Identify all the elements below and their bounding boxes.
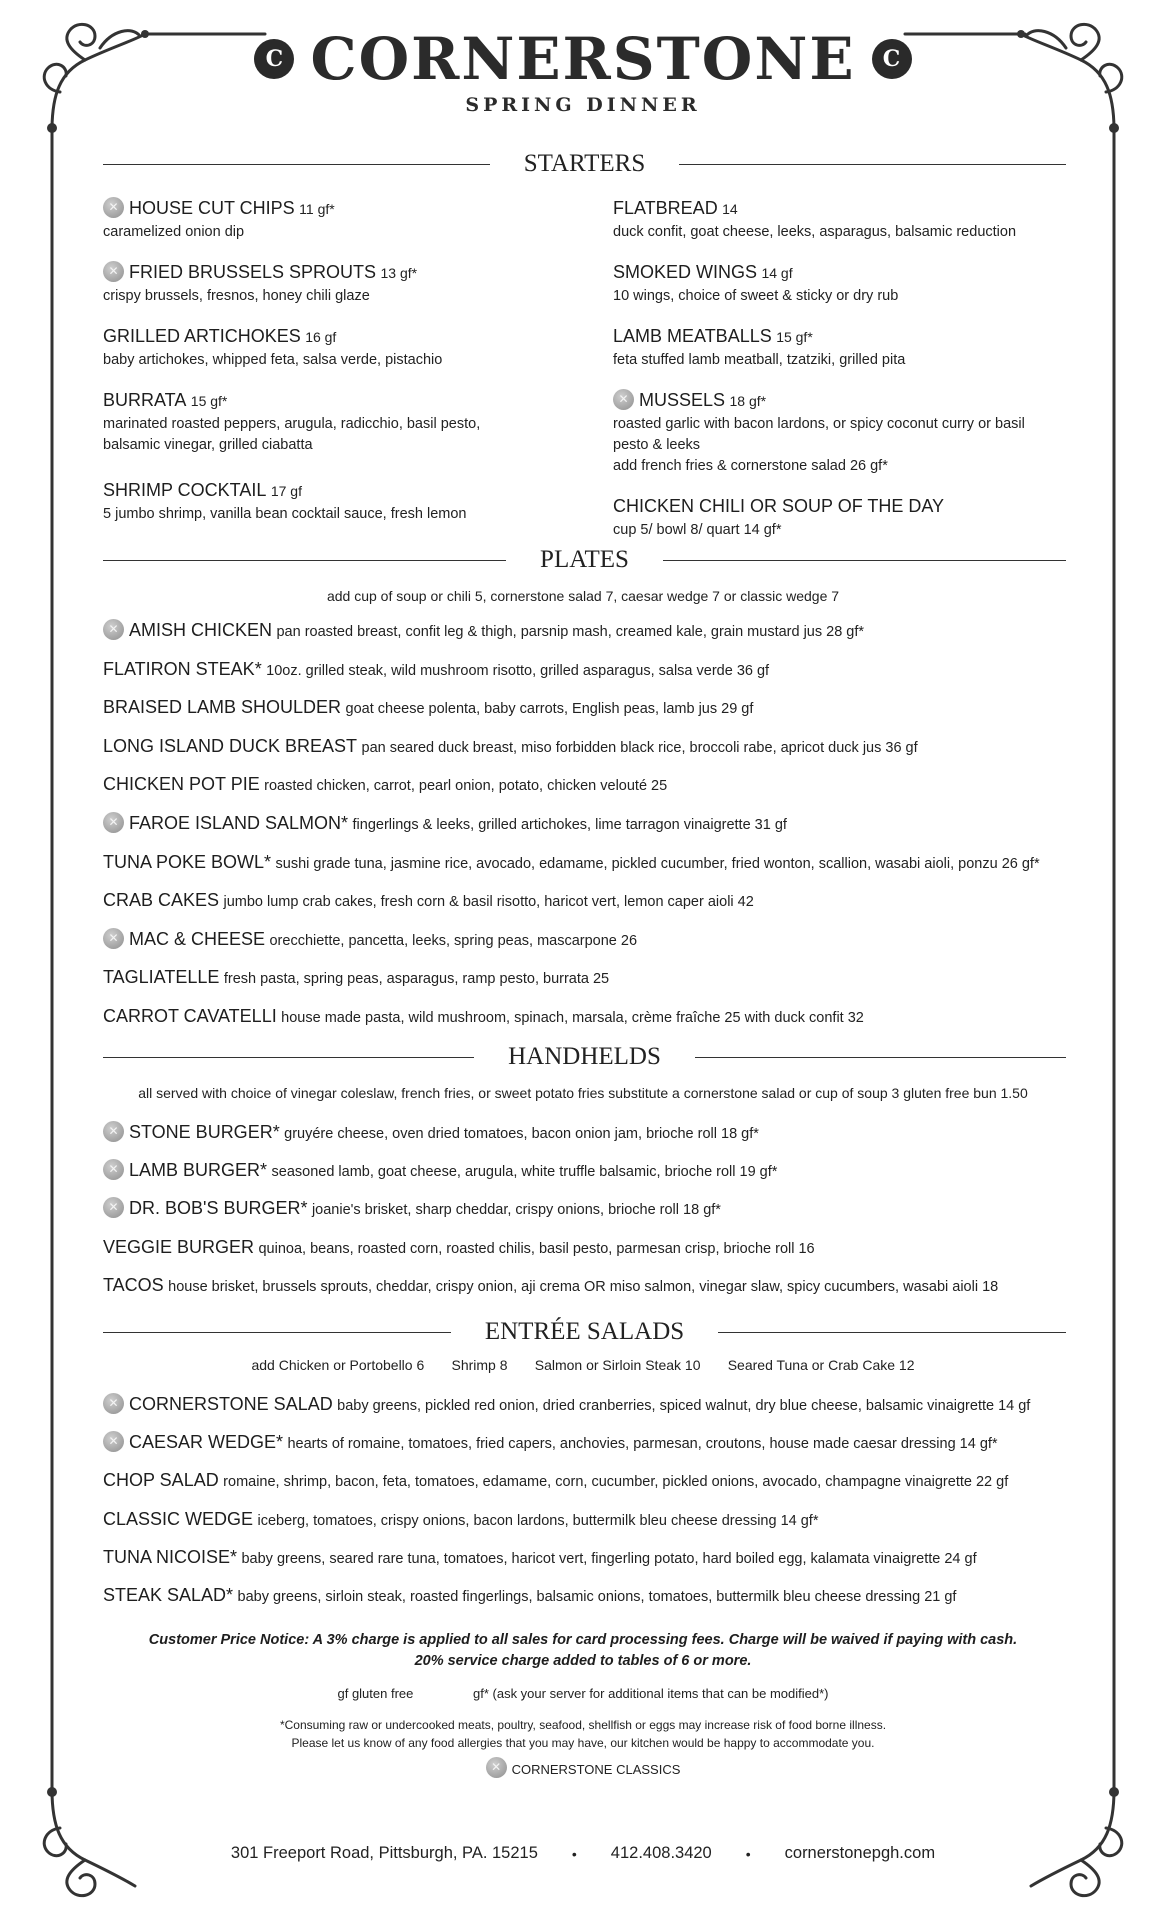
menu-item bbox=[103, 1468, 1083, 1494]
item-name: CHOP SALAD bbox=[103, 1470, 219, 1491]
menu-item bbox=[103, 811, 1083, 837]
gluten-legend bbox=[0, 1686, 1166, 1701]
footer-website[interactable]: cornerstonepgh.com bbox=[784, 1844, 936, 1862]
starter-name: FRIED BRUSSELS SPROUTS bbox=[129, 262, 377, 282]
starter-item bbox=[613, 260, 1033, 307]
legend-gf: gf gluten free bbox=[337, 1686, 414, 1701]
classics-label: CORNERSTONE CLASSICS bbox=[511, 1762, 681, 1777]
starter-name: BURRATA bbox=[103, 390, 187, 410]
classic-badge-icon bbox=[103, 1159, 124, 1180]
starter-heading bbox=[613, 324, 1033, 350]
menu-item bbox=[103, 927, 1083, 953]
classic-badge-icon bbox=[613, 389, 634, 410]
starter-item bbox=[613, 196, 1033, 243]
item-name: TUNA NICOISE* bbox=[103, 1546, 238, 1567]
item-description: orecchiette, pancetta, leeks, spring peas, mascarpone 26 bbox=[269, 932, 638, 949]
disclaimer-line2: Please let us know of any food allergies that you may have, our kitchen would be happy to accommodate you. bbox=[291, 1736, 875, 1750]
starter-heading bbox=[103, 478, 523, 504]
item-name: BRAISED LAMB SHOULDER bbox=[103, 697, 342, 718]
menu-item bbox=[103, 618, 1083, 644]
starter-name: GRILLED ARTICHOKES bbox=[103, 326, 301, 346]
section-title-handhelds: HANDHELDS bbox=[103, 1043, 1066, 1071]
starter-name: CHICKEN CHILI OR SOUP OF THE DAY bbox=[613, 496, 945, 516]
menu-item bbox=[103, 1545, 1083, 1571]
item-description: iceberg, tomatoes, crispy onions, bacon lardons, buttermilk bleu cheese dressing 14 gf* bbox=[257, 1512, 819, 1529]
item-name: FAROE ISLAND SALMON* bbox=[129, 813, 349, 833]
item-description: gruyére cheese, oven dried tomatoes, bacon onion jam, brioche roll 18 gf* bbox=[284, 1126, 759, 1142]
item-description: pan roasted breast, confit leg & thigh, parsnip mash, creamed kale, grain mustard jus 28 gf* bbox=[276, 624, 865, 640]
menu-item bbox=[103, 1235, 1083, 1261]
menu-item bbox=[103, 657, 1083, 683]
starter-price: 15 gf* bbox=[776, 329, 813, 345]
menu-item bbox=[103, 1120, 1083, 1146]
legend-gf-star: gf* (ask your server for additional items that can be modified*) bbox=[473, 1686, 829, 1701]
menu-header bbox=[0, 22, 1166, 116]
starter-price: 14 bbox=[722, 201, 738, 217]
restaurant-name: CORNERSTONE bbox=[310, 25, 856, 93]
plates-note: add cup of soup or chili 5, cornerstone salad 7, caesar wedge 7 or classic wedge 7 bbox=[326, 588, 840, 604]
classic-badge-icon bbox=[103, 1431, 124, 1452]
item-description: baby greens, sirloin steak, roasted fingerlings, balsamic onions, tomatoes, buttermilk bleu cheese dressing 21 gf bbox=[237, 1589, 957, 1605]
item-description: quinoa, beans, roasted corn, roasted chilis, basil pesto, parmesan crisp, brioche roll 16 bbox=[258, 1240, 815, 1257]
handhelds-note: all served with choice of vinegar coleslaw, french fries, or sweet potato fries substitute a cornerstone salad or cup of soup 3 gluten free bun 1.50 bbox=[138, 1085, 1028, 1101]
starter-item bbox=[613, 388, 1033, 477]
menu-item bbox=[103, 1196, 1083, 1222]
starter-heading bbox=[613, 260, 1033, 286]
classics-legend bbox=[0, 1757, 1166, 1779]
item-description: jumbo lump crab cakes, fresh corn & basil risotto, haricot vert, lemon caper aioli 42 bbox=[223, 894, 754, 911]
item-description: goat cheese polenta, baby carrots, English peas, lamb jus 29 gf bbox=[345, 701, 754, 718]
starter-heading bbox=[103, 388, 523, 414]
item-description: fingerlings & leeks, grilled artichokes, lime tarragon vinaigrette 31 gf bbox=[352, 817, 787, 833]
item-name: DR. BOB'S BURGER* bbox=[129, 1198, 308, 1219]
price-notice-line1: Customer Price Notice: A 3% charge is applied to all sales for card processing fees. Charge will be waived if paying with cash. bbox=[148, 1632, 1018, 1648]
starter-description: 10 wings, choice of sweet & sticky or dry rub bbox=[613, 288, 899, 304]
footer-phone[interactable]: 412.408.3420 bbox=[610, 1844, 712, 1862]
menu-subtitle: SPRING DINNER bbox=[465, 94, 701, 116]
starter-name: FLATBREAD bbox=[613, 198, 718, 218]
item-name: CRAB CAKES bbox=[103, 890, 220, 911]
item-name: LAMB BURGER* bbox=[129, 1160, 268, 1181]
footer-separator: • bbox=[571, 1845, 577, 1862]
item-name: CHICKEN POT PIE bbox=[103, 774, 260, 795]
menu-item bbox=[103, 888, 1083, 914]
starter-description: duck confit, goat cheese, leeks, asparagus, balsamic reduction bbox=[613, 224, 1017, 240]
starter-heading bbox=[613, 494, 1033, 520]
footer-contact bbox=[0, 1844, 1166, 1863]
starter-heading bbox=[613, 196, 1033, 222]
menu-item bbox=[103, 1004, 1083, 1030]
menu-item bbox=[103, 1392, 1083, 1418]
item-description: sushi grade tuna, jasmine rice, avocado, edamame, pickled cucumber, fried wonton, scallion, wasabi aioli, ponzu 26 gf* bbox=[275, 855, 1040, 872]
starter-price: 15 gf* bbox=[190, 393, 228, 409]
starter-description: baby artichokes, whipped feta, salsa verde, pistachio bbox=[103, 352, 443, 368]
starter-name: LAMB MEATBALLS bbox=[613, 326, 772, 346]
item-description: house brisket, brussels sprouts, cheddar, crispy onion, aji crema OR miso salmon, vinegar slaw, spicy cucumbers, wasabi aioli 18 bbox=[168, 1278, 999, 1295]
item-name: CLASSIC WEDGE bbox=[103, 1508, 254, 1529]
item-description: house made pasta, wild mushroom, spinach, marsala, crème fraîche 25 with duck confit 32 bbox=[281, 1010, 864, 1026]
classic-badge-icon bbox=[103, 261, 124, 282]
price-notice bbox=[0, 1630, 1166, 1672]
starter-description: cup 5/ bowl 8/ quart 14 gf* bbox=[613, 522, 782, 538]
classic-badge-icon bbox=[103, 197, 124, 218]
section-title-plates: PLATES bbox=[103, 546, 1066, 574]
starter-item bbox=[103, 388, 523, 456]
starter-item bbox=[613, 494, 1033, 541]
classic-badge-icon bbox=[103, 619, 124, 640]
item-name: CAESAR WEDGE* bbox=[129, 1432, 284, 1453]
classic-badge-icon bbox=[103, 812, 124, 833]
classic-badge-icon bbox=[103, 1197, 124, 1218]
item-name: TUNA POKE BOWL* bbox=[103, 851, 272, 872]
item-description: hearts of romaine, tomatoes, fried capers, anchovies, parmesan, croutons, house made caesar dressing 14 gf* bbox=[287, 1436, 998, 1453]
starter-heading bbox=[103, 324, 523, 350]
starter-description: 5 jumbo shrimp, vanilla bean cocktail sauce, fresh lemon bbox=[103, 506, 467, 522]
classic-badge-icon bbox=[486, 1757, 507, 1778]
item-name: VEGGIE BURGER bbox=[103, 1236, 255, 1257]
section-title-salads: ENTRÉE SALADS bbox=[103, 1318, 1066, 1346]
starter-item bbox=[103, 478, 523, 525]
item-name: STONE BURGER* bbox=[129, 1122, 280, 1142]
starter-item bbox=[103, 196, 523, 243]
menu-item bbox=[103, 965, 1083, 991]
item-name: TAGLIATELLE bbox=[103, 967, 220, 988]
salads-note: add Chicken or Portobello 6 Shrimp 8 Salmon or Sirloin Steak 10 Seared Tuna or Crab Cake 12 bbox=[251, 1357, 915, 1373]
logo-left-icon: C bbox=[254, 39, 294, 79]
menu-item bbox=[103, 1158, 1083, 1184]
item-description: romaine, shrimp, bacon, feta, tomatoes, edamame, corn, cucumber, pickled onions, avocado, champagne vinaigrette 22 gf bbox=[223, 1474, 1009, 1491]
logo-right-icon: C bbox=[872, 39, 912, 79]
food-disclaimer bbox=[0, 1716, 1166, 1752]
starter-item bbox=[103, 260, 523, 307]
starter-price: 18 gf* bbox=[729, 393, 767, 409]
item-name: STEAK SALAD* bbox=[103, 1585, 234, 1605]
item-name: TACOS bbox=[103, 1274, 164, 1295]
starter-description: roasted garlic with bacon lardons, or spicy coconut curry or basil pesto & leeks bbox=[613, 416, 1025, 453]
menu-item bbox=[103, 1583, 1083, 1609]
classic-badge-icon bbox=[103, 1121, 124, 1142]
item-description: baby greens, pickled red onion, dried cranberries, spiced walnut, dry blue cheese, balsamic vinaigrette 14 gf bbox=[337, 1398, 1031, 1414]
menu-item bbox=[103, 850, 1083, 876]
starter-extra: add french fries & cornerstone salad 26 gf* bbox=[613, 458, 888, 474]
item-name: CORNERSTONE SALAD bbox=[129, 1394, 333, 1414]
starter-heading bbox=[613, 388, 1033, 414]
item-name: FLATIRON STEAK* bbox=[103, 658, 262, 679]
starter-heading bbox=[103, 196, 523, 222]
starter-price: 17 gf bbox=[270, 483, 302, 499]
item-description: fresh pasta, spring peas, asparagus, ramp pesto, burrata 25 bbox=[223, 971, 610, 988]
starter-price: 13 gf* bbox=[380, 265, 418, 281]
starter-item bbox=[613, 324, 1033, 371]
item-description: baby greens, seared rare tuna, tomatoes, haricot vert, fingerling potato, hard boiled egg, kalamata vinaigrette 24 gf bbox=[241, 1550, 977, 1567]
item-description: pan seared duck breast, miso forbidden black rice, broccoli rabe, apricot duck jus 36 gf bbox=[361, 739, 918, 756]
starter-description: caramelized onion dip bbox=[103, 224, 245, 240]
menu-item bbox=[103, 1273, 1083, 1299]
starter-price: 16 gf bbox=[305, 329, 337, 345]
item-name: CARROT CAVATELLI bbox=[103, 1006, 277, 1026]
footer-separator: • bbox=[745, 1845, 751, 1862]
starter-price: 14 gf bbox=[761, 265, 793, 281]
price-notice-line2: 20% service charge added to tables of 6 or more. bbox=[414, 1653, 752, 1669]
starter-name: HOUSE CUT CHIPS bbox=[129, 198, 295, 218]
starter-price: 11 gf* bbox=[299, 201, 335, 217]
starter-description: crispy brussels, fresnos, honey chili glaze bbox=[103, 288, 370, 304]
item-name: AMISH CHICKEN bbox=[129, 620, 273, 640]
starter-description: feta stuffed lamb meatball, tzatziki, grilled pita bbox=[613, 352, 906, 368]
menu-item bbox=[103, 772, 1083, 798]
classic-badge-icon bbox=[103, 1393, 124, 1414]
menu-item bbox=[103, 1430, 1083, 1456]
item-description: seasoned lamb, goat cheese, arugula, white truffle balsamic, brioche roll 19 gf* bbox=[271, 1164, 778, 1181]
item-name: MAC & CHEESE bbox=[129, 928, 266, 949]
starter-name: SMOKED WINGS bbox=[613, 262, 758, 282]
footer-address: 301 Freeport Road, Pittsburgh, PA. 15215 bbox=[230, 1844, 538, 1862]
menu-item bbox=[103, 695, 1083, 721]
starter-heading bbox=[103, 260, 523, 286]
starter-name: SHRIMP COCKTAIL bbox=[103, 480, 267, 500]
classic-badge-icon bbox=[103, 928, 124, 949]
item-description: roasted chicken, carrot, pearl onion, potato, chicken velouté 25 bbox=[264, 778, 668, 795]
menu-item bbox=[103, 1507, 1083, 1533]
disclaimer-line1: *Consuming raw or undercooked meats, poultry, seafood, shellfish or eggs may increase risk of food borne illness. bbox=[279, 1718, 887, 1732]
starter-item bbox=[103, 324, 523, 371]
section-title-starters: STARTERS bbox=[103, 150, 1066, 178]
starter-description: marinated roasted peppers, arugula, radicchio, basil pesto, balsamic vinegar, grilled ciabatta bbox=[103, 416, 481, 453]
menu-item bbox=[103, 734, 1083, 760]
starter-name: MUSSELS bbox=[639, 390, 726, 410]
item-description: joanie's brisket, sharp cheddar, crispy onions, brioche roll 18 gf* bbox=[311, 1202, 721, 1219]
item-name: LONG ISLAND DUCK BREAST bbox=[103, 735, 358, 756]
item-description: 10oz. grilled steak, wild mushroom risotto, grilled asparagus, salsa verde 36 gf bbox=[266, 662, 770, 679]
